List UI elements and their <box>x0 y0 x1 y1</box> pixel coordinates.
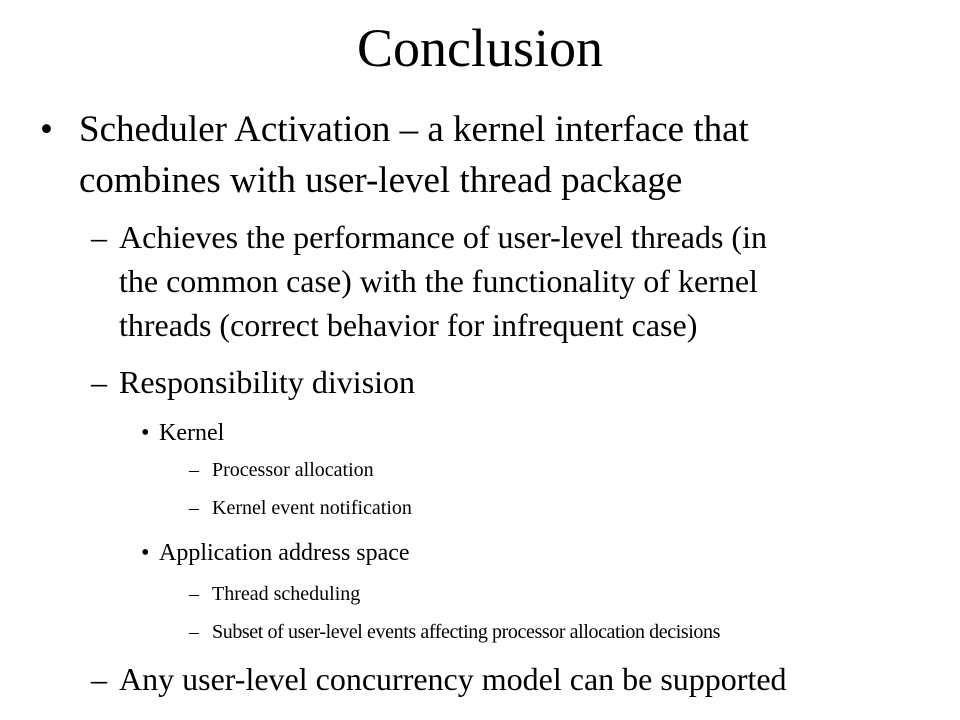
level4-item: Thread scheduling <box>212 583 361 605</box>
dash-marker: – <box>189 459 199 481</box>
bullet-marker: • <box>141 420 150 446</box>
subbullet-text-line: Achieves the performance of user-level threads (in <box>119 219 767 255</box>
subbullet-text-line: the common case) with the functionality of kernel <box>119 263 758 299</box>
subbullet-text-line: threads (correct behavior for infrequent case) <box>119 307 698 343</box>
slide-title: Conclusion <box>356 18 603 78</box>
dash-marker: – <box>91 364 107 400</box>
bullet-marker: • <box>141 540 150 566</box>
level4-item: Processor allocation <box>212 459 374 481</box>
subbullet-text-line: Responsibility division <box>119 364 416 400</box>
level3-item-kernel: Kernel <box>159 420 225 446</box>
bullet-text-line: Scheduler Activation – a kernel interface that <box>79 109 749 150</box>
level4-item: Subset of user-level events affecting processor allocation decisions <box>212 621 720 643</box>
dash-marker: – <box>91 661 107 697</box>
dash-marker: – <box>189 583 199 605</box>
level4-item: Kernel event notification <box>212 497 412 519</box>
bullet-marker: • <box>40 109 53 150</box>
level3-item-application: Application address space <box>159 540 410 566</box>
bullet-text-line: combines with user-level thread package <box>79 160 683 201</box>
dash-marker: – <box>189 621 199 643</box>
dash-marker: – <box>91 219 107 255</box>
dash-marker: – <box>189 497 199 519</box>
subbullet-text-line: Any user-level concurrency model can be supported <box>119 661 787 697</box>
